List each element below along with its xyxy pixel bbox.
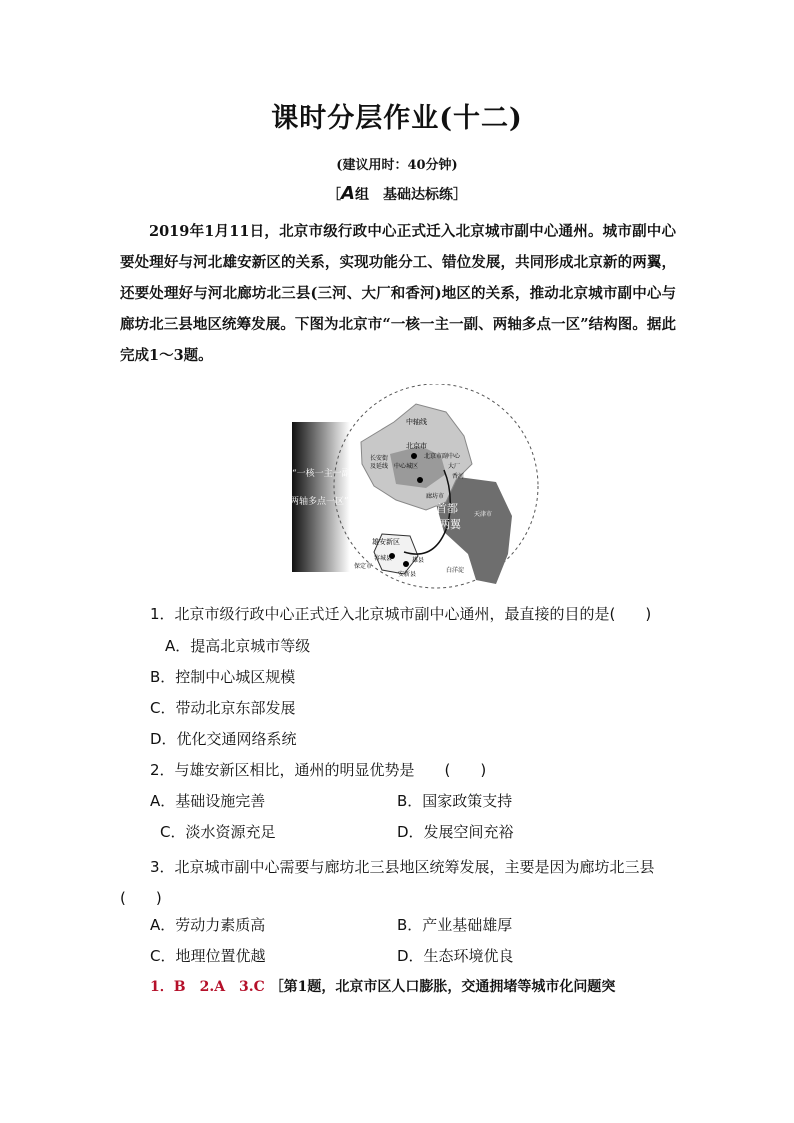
- map-label-structure1: “一核一主一副、: [292, 469, 360, 479]
- question-1-option-d[interactable]: D．优化交通网络系统: [150, 730, 297, 748]
- question-1-option-c[interactable]: C．带动北京东部发展: [150, 699, 296, 717]
- map-label-rongcheng: 容城县: [374, 555, 393, 562]
- question-1-option-a[interactable]: A．提高北京城市等级: [165, 637, 311, 655]
- map-label-daxing: 大厂: [448, 463, 461, 470]
- map-label-changan2: 及延线: [370, 463, 389, 470]
- structure-map: [286, 384, 546, 590]
- question-2-option-c[interactable]: C．淡水资源充足: [160, 823, 276, 841]
- map-label-core: 中心城区: [394, 463, 419, 470]
- city-dot: [411, 453, 417, 459]
- question-3-option-d[interactable]: D．生态环境优良: [397, 947, 514, 965]
- question-2-option-b[interactable]: B．国家政策支持: [397, 792, 513, 810]
- question-2-option-a[interactable]: A．基础设施完善: [150, 792, 266, 810]
- city-dot: [417, 477, 423, 483]
- map-label-anxin: 安新县: [398, 571, 417, 578]
- question-3-option-a[interactable]: A．劳动力素质高: [150, 916, 266, 934]
- map-label-tianjin: 天津市: [474, 511, 493, 518]
- map-label-axis: 中轴线: [406, 418, 427, 426]
- group-label: 组 基础达标练: [354, 187, 453, 203]
- map-label-baoding: 保定市: [354, 563, 373, 570]
- suggested-time: (建议用时：40分钟): [336, 158, 458, 173]
- map-label-xiongan: 雄安新区: [372, 538, 400, 546]
- city-dot: [403, 561, 409, 567]
- page-title: 课时分层作业(十二): [271, 103, 523, 134]
- map-label-subcenter: 北京市副中心: [424, 453, 461, 460]
- question-3-option-c[interactable]: C．地理位置优越: [150, 947, 266, 965]
- map-label-xianghe: 香河: [452, 473, 465, 480]
- group-heading: [0, 183, 794, 204]
- answer-keys: 1．B 2.A 3.C: [150, 979, 265, 995]
- map-label-changan: 长安街: [370, 455, 389, 462]
- map-label-wings: 新两翼: [428, 518, 461, 531]
- question-2-option-d[interactable]: D．发展空间充裕: [397, 823, 514, 841]
- group-letter: A: [341, 183, 355, 204]
- question-3-option-b[interactable]: B．产业基础雄厚: [397, 916, 513, 934]
- map-label-baiyangdian: 白洋淀: [446, 567, 465, 574]
- question-2-stem: 2．与雄安新区相比，通州的明显优势是 ( ): [150, 761, 487, 779]
- structure-map-svg: [286, 384, 546, 590]
- map-label-langfang: 廊坊市: [426, 493, 445, 500]
- map-label-structure2: 两轴多点一区”: [290, 497, 349, 507]
- map-label-beijing: 北京市: [406, 442, 427, 450]
- question-1-stem: 1．北京市级行政中心正式迁入北京城市副中心通州，最直接的目的是( ): [150, 605, 652, 623]
- answer-line: [150, 976, 680, 996]
- intro-paragraph: 2019年1月11日，北京市级行政中心正式迁入北京城市副中心通州。城市副中心要处理好与河北雄安新区的关系，实现功能分工、错位发展，共同形成北京新的两翼，还要处理好与河北廊坊北三县(三河、大厂和香河)地区的关系，推动北京城市副中心与廊坊北三县地区统筹发展。下图为北京市“一核一主一副、两轴多点一区”结构图。据此完成1～3题。: [120, 223, 676, 364]
- question-1-option-b[interactable]: B．控制中心城区规模: [150, 668, 296, 686]
- map-label-capital: 首都: [436, 502, 458, 515]
- answer-explanation: ［第1题，北京市区人口膨胀，交通拥堵等城市化问题突: [269, 979, 616, 995]
- question-3-stem: 3．北京城市副中心需要与廊坊北三县地区统筹发展，主要是因为廊坊北三县( ): [120, 858, 655, 907]
- group-bracket-open: ［: [327, 187, 342, 203]
- group-bracket-close: ］: [452, 187, 467, 203]
- map-label-xiongxian: 雄县: [412, 557, 425, 564]
